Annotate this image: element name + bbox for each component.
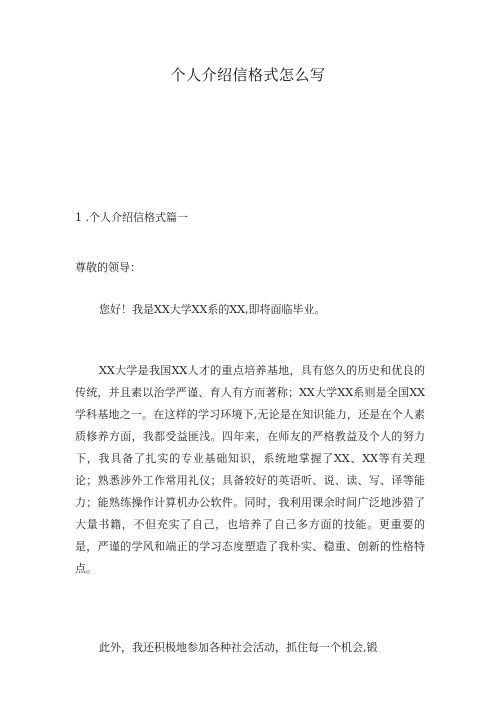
section-heading: 1 .个人介绍信格式篇一 (75, 211, 188, 224)
paragraph-greeting-line: 您好！我是XX大学XX系的XX,即将面临毕业。 (99, 303, 326, 316)
paragraph-education: XX大学是我国XX人才的重点培养基地，具有悠久的历史和优良的传统，并且素以治学严谨、育人有方而著称；XX大学XX系则是全国XX学科基地之一。在这样的学习环境下,无论是在知识能力，还是在个人素质修养方面，我都受益匪浅。四年来，在师友的严格教益及个人的努力下，我具备了扎实的专业基础知识，系统地掌握了XX、XX等有关理论；熟悉涉外工作常用礼仪；具备较好的英语听、说、读、写、译等能力；能熟练操作计算机办公软件。同时，我利用课余时间广泛地涉猎了大量书籍，不但充实了自己，也培养了自己多方面的技能。更重要的是，严谨的学风和端正的学习态度塑造了我朴实、稳重、创新的性格特点。 (75, 364, 425, 575)
document-title: 个人介绍信格式怎么写 (170, 66, 326, 84)
paragraph-activities: 此外，我还积极地参加各种社会活动，抓住每一个机会,锻 (99, 641, 378, 654)
salutation: 尊敬的领导： (75, 261, 141, 274)
